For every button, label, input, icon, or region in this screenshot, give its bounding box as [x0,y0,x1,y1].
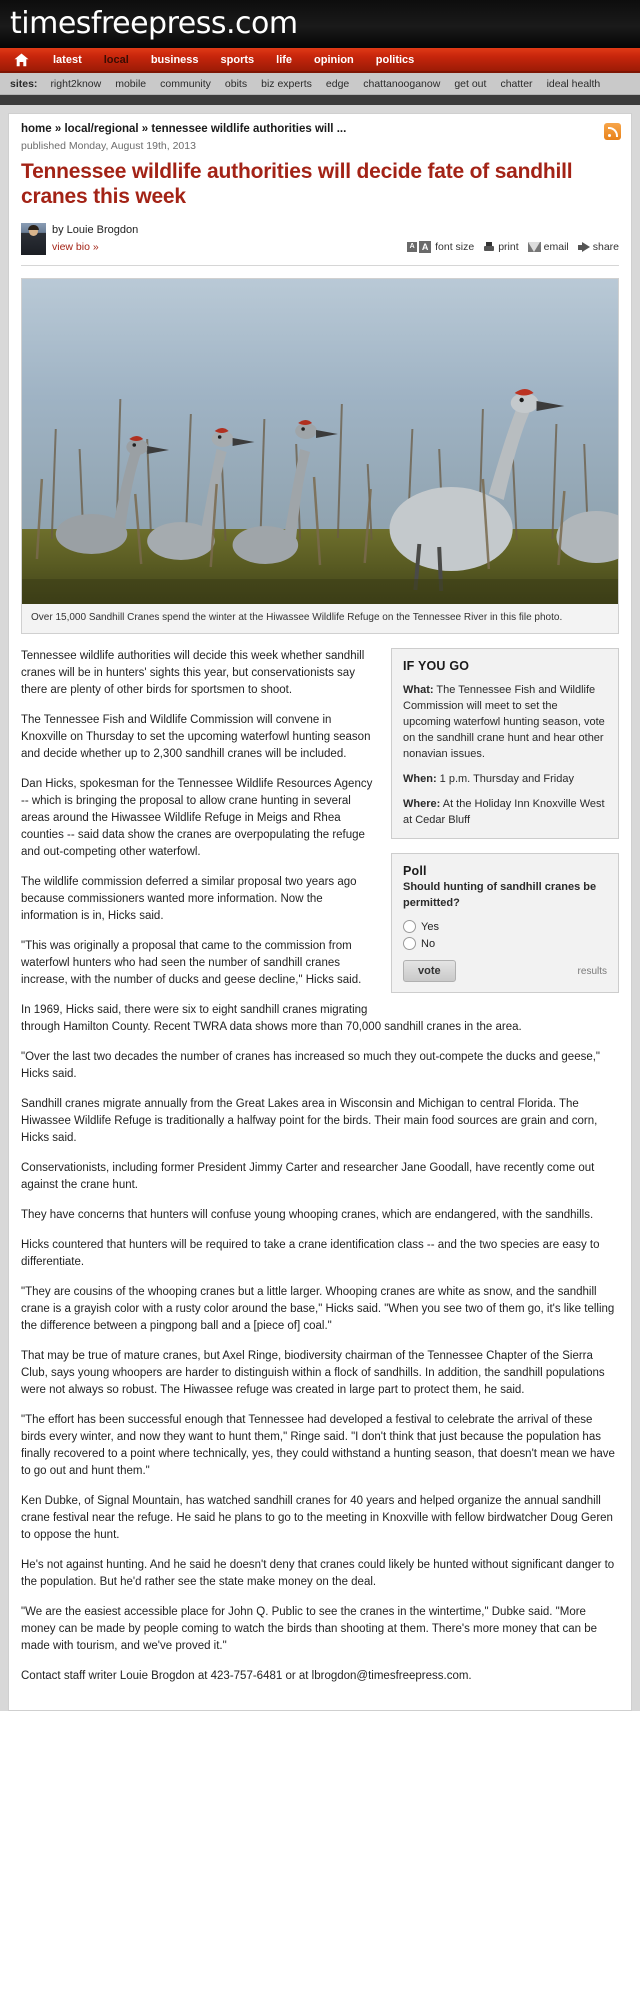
site-link-edge[interactable]: edge [325,77,350,90]
site-link-right2know[interactable]: right2know [50,77,102,90]
header-divider [0,95,640,105]
article-paragraph: "We are the easiest accessible place for John Q. Public to see the cranes in the wintertime," Dubke said. "More money can be made by people coming to watch the birds than shooting at them. There's more money that can be made with tourism, and we've proved it." [21,1606,598,1652]
rss-icon[interactable] [604,123,621,140]
byline-row [21,223,619,266]
nav-item-business[interactable]: business [150,53,199,66]
sidebar-column [391,648,619,1007]
article-paragraph: Dan Hicks, spokesman for the Tennessee Wildlife Resources Agency -- which is bringing the proposal to allow crane hunting in several areas around the Hiwassee Wildlife Refuge in Meigs and Rhea counties -- said data show the cranes are overpopulating the refuge and out-competing other waterfowl. [21,778,373,858]
poll-option-no[interactable] [403,937,607,950]
printer-icon [483,242,495,253]
radio-no-icon[interactable] [403,937,416,950]
poll-question: Should hunting of sandhill cranes be permitted? [403,881,597,909]
if-you-go-when [403,771,607,787]
when-label: When: [403,773,437,785]
sandhill-cranes-photo [22,279,618,604]
share-label: share [592,241,619,253]
nav-item-local[interactable]: local [103,53,129,66]
email-button[interactable] [528,241,569,253]
if-you-go-box [391,648,619,839]
poll-title: Poll [403,864,427,878]
breadcrumb[interactable]: home » local/regional » tennessee wildlife authorities will ... [21,123,347,135]
sites-label: sites: [10,77,38,90]
article-paragraph: Hicks countered that hunters will be required to take a crane identification class -- and the two species are easy to differentiate. [21,1239,600,1268]
font-size-control[interactable] [407,241,474,253]
sites-bar [0,73,640,95]
if-you-go-what [403,682,607,762]
byline-left [21,223,138,255]
font-size-large-icon[interactable]: A [419,241,431,253]
where-label: Where: [403,798,441,810]
published-date: published Monday, August 19th, 2013 [21,140,196,152]
site-link-chattanooganow[interactable]: chattanooganow [363,77,441,90]
if-you-go-where [403,796,607,828]
article-paragraph: "Over the last two decades the number of cranes has increased so much they out-compete the ducks and geese," Hicks said. [21,1051,601,1080]
print-button[interactable] [483,241,518,253]
article-paragraph: He's not against hunting. And he said he doesn't deny that cranes could likely be hunted without significant danger to the population. But he'd rather see the state make money on the deal. [21,1559,615,1588]
poll-option-yes[interactable] [403,920,607,933]
nav-item-sports[interactable]: sports [220,53,255,66]
article-paragraph: The Tennessee Fish and Wildlife Commission will convene in Knoxville on Thursday to set the upcoming waterfowl hunting season and decide whether up to 2,300 sandhill cranes will be included. [21,714,371,760]
if-you-go-title: IF YOU GO [403,659,470,673]
nav-item-politics[interactable]: politics [375,53,415,66]
font-size-small-icon[interactable]: A [407,242,417,252]
when-text: 1 p.m. Thursday and Friday [436,773,574,785]
article-paragraph: That may be true of mature cranes, but Axel Ringe, biodiversity chairman of the Tennessee Chapter of the Sierra Club, says young whoopers are harder to distinguish within a flock of sandhills. In addition, the sandhill populations were not always so robust. The Hiwassee refuge was created in large part to protect them, he said. [21,1350,605,1396]
photo-caption: Over 15,000 Sandhill Cranes spend the winter at the Hiwassee Wildlife Refuge on the Tennessee River in this file photo. [22,604,618,633]
vote-button[interactable]: vote [403,960,456,982]
poll-box [391,853,619,993]
email-label: email [543,241,569,253]
site-link-get-out[interactable]: get out [454,77,487,90]
site-link-community[interactable]: community [160,77,211,90]
article-paragraph: Contact staff writer Louie Brogdon at 423-757-6481 or at lbrogdon@timesfreepress.com. [21,1670,472,1682]
article-paragraph: Tennessee wildlife authorities will decide this week whether sandhill cranes will be in hunters' sights this year, but conservationists say there are plenty of other birds for sportsmen to shoot. [21,650,365,696]
site-link-obits[interactable]: obits [224,77,248,90]
article-photo-box [21,278,619,634]
article-paragraph: "The effort has been successful enough that Tennessee had developed a festival to celebrate the arrival of these birds every winter, and now they want to hunt them," Ringe said. "I don't think that just because the population has finally recovered to a point where technically, yes, they could withstand a hunting season, that doesn't mean we have to go out and hunt them." [21,1414,615,1477]
radio-yes-icon[interactable] [403,920,416,933]
view-bio-link[interactable]: view bio » [52,241,99,253]
article-paragraph: In 1969, Hicks said, there were six to eight sandhill cranes migrating through Hamilton County. Recent TWRA data shows more than 70,000 sandhill cranes in the area. [21,1004,522,1033]
home-icon[interactable] [8,53,34,67]
avatar [21,223,46,255]
article-paragraph: Sandhill cranes migrate annually from the Great Lakes area in Wisconsin and Michigan to central Florida. The Hiwassee Wildlife Refuge is traditionally a halfway point for the birds. Their main food sources are grain and corn, Hicks said. [21,1098,598,1144]
site-logo[interactable]: timesfreepress.com [10,6,298,41]
article-container [8,113,632,1711]
byline-author: by Louie Brogdon [52,224,139,236]
article-paragraph: They have concerns that hunters will confuse young whooping cranes, which are endangered, with the sandhills. [21,1209,594,1221]
poll-option-no-label: No [421,937,436,950]
poll-option-yes-label: Yes [421,920,439,933]
where-text: At the Holiday Inn Knoxville West at Cedar Bluff [403,798,605,826]
font-size-label: font size [435,241,475,253]
what-text: The Tennessee Fish and Wildlife Commission will meet to set the upcoming waterfowl hunting season, vote on the sandhill crane hunt and hear other nonavian issues. [403,684,605,760]
nav-item-opinion[interactable]: opinion [314,53,354,66]
site-link-ideal-health[interactable]: ideal health [546,77,601,90]
share-button[interactable] [578,241,619,253]
body-wrap [21,648,619,1698]
article-tools [398,241,619,253]
article-paragraph: Conservationists, including former President Jimmy Carter and researcher Jane Goodall, have recently come out against the crane hunt. [21,1162,595,1191]
site-link-biz-experts[interactable]: biz experts [261,77,312,90]
print-label: print [498,241,519,253]
nav-item-latest[interactable]: latest [53,53,82,66]
poll-results-link[interactable]: results [577,965,607,977]
content-shell [0,105,640,1711]
masthead [0,0,640,48]
poll-footer [403,960,607,982]
site-link-mobile[interactable]: mobile [115,77,147,90]
page-title: Tennessee wildlife authorities will decide fate of sandhill cranes this week [21,160,573,208]
envelope-icon [528,242,541,252]
nav-item-life[interactable]: life [276,53,293,66]
article-paragraph: Ken Dubke, of Signal Mountain, has watched sandhill cranes for 40 years and helped organize the annual sandhill crane festival near the refuge. He said he plans to go to the meeting in Knoxville with fellow birdwatcher Doug Geren to oppose the hunt. [21,1495,613,1541]
what-label: What: [403,684,434,696]
main-navigation [0,48,640,73]
article-paragraph: "This was originally a proposal that came to the commission from waterfowl hunters who had seen the number of sandhill cranes increase, with the number of ducks and geese decline," Hicks said. [21,940,362,986]
megaphone-icon [578,242,590,253]
article-paragraph: "They are cousins of the whooping cranes but a little larger. Whooping cranes are white as snow, and the sandhill crane is a grayish color with a rusty color around the base," Hicks said. "When you see two of them go, it's like telling the difference between a pingpong ball and a [piece of] coal." [21,1286,615,1332]
site-link-chatter[interactable]: chatter [500,77,533,90]
article-paragraph: The wildlife commission deferred a similar proposal two years ago because commissioners wanted more information. Now the information is in, Hicks said. [21,876,357,922]
